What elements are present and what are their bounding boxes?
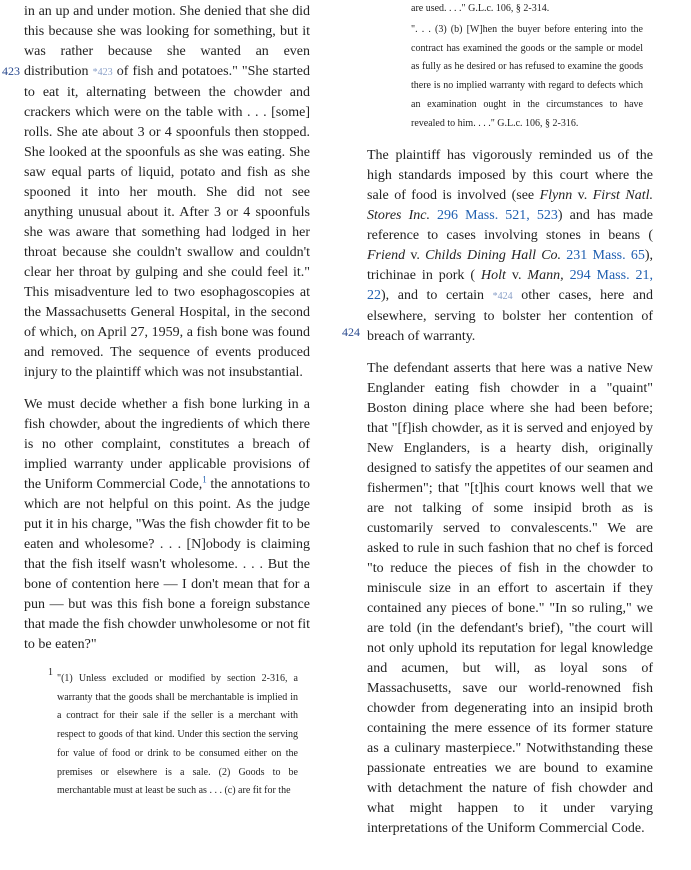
case-name: Mann, [527,267,564,283]
page-marker-423[interactable]: 423 [2,64,20,78]
case-versus: v. [505,267,528,283]
left-column [24,0,310,801]
footnote-continuation-2316: ". . . (3) (b) [W]hen the buyer before entering into the contract has examined the goods or the sample or model as fully as he desired or has refused to examine the goods there is no implied warranty with regard to defects which an examination ought in the circumstances to have revealed to him. . . ." G.L.c. 106, § 2-316. [411,23,643,129]
paragraph-text: in an up and under motion. She denied that she did this because she was looking for something, but it was rather because she wanted an even distribution [24,4,310,79]
paragraph-text: We must decide whether a fish bone lurking in a fish chowder, about the ingredients of which there is no other complaint, constitutes a breach of implied warranty under applicable provisions of the Uniform Commercial Code, [24,397,310,492]
case-name: Friend [367,247,406,263]
paragraph-text: of fish and potatoes." "She started to eat it, alternating between the chowder and crackers which were on the table with . . . [some] rolls. She ate about 3 or 4 spoonfuls then stopped. She looked at the spoonfuls as she was eating. She saw equal parts of liquid, potato and fish as she spooned it into her mouth. She did not see anything unusual about it. After 3 or 4 spoonfuls she was aware that something had lodged in her throat because she couldn't swallow and couldn't clear her throat by gulping and she could feel it." This misadventure led to two esophagoscopies at the Massachusetts General Hospital, in the second of which, on April 27, 1959, a fish bone was found and removed. The sequence of events produced injury to the plaintiff which was not insubstantial. [24,64,310,380]
footnote-text [48,667,298,801]
footnote-continuation: are used. . . ." G.L.c. 106, § 2-314. [411,3,550,14]
page-marker-424[interactable]: 424 [342,325,360,339]
footnote-ref-1[interactable]: 1 [202,474,207,485]
paragraph-text: ) and has made reference to cases involving stones in beans ( [367,207,654,243]
citation-link-231-mass-65[interactable]: 231 Mass. 65 [566,247,645,263]
case-name: Holt [481,267,506,283]
case-name: Flynn [539,187,573,203]
paragraph-text: other cases, here and elsewhere, serving to bolster her contention of breach of warranty. [367,287,653,344]
citation-link-296-mass-521[interactable]: 296 Mass. 521 [437,207,527,223]
citation-link-294-mass-21[interactable]: 294 Mass. 21, 22 [367,267,654,303]
opinion-paragraph-plaintiff [367,146,653,347]
opinion-paragraph-issue [24,395,310,655]
case-versus: v. [572,187,593,203]
case-name: Childs Dining Hall Co. [425,247,562,263]
star-page-423[interactable]: *423 [92,67,113,78]
citation-link-pin-523[interactable]: , 523 [526,207,558,223]
paragraph-text: the annotations to which are not helpful on this point. As the judge put it in his charge, "Was the fish chowder fit to be eaten and wholesome? . . . [N]obody is claiming that the fish itself wasn't wholesome. . . . But the bone of contention here — I don't mean that for a pun — but was this fish bone a foreign substance that made the fish chowder unwholesome or not fit to be eaten?" [24,477,310,652]
star-page-424[interactable]: *424 [492,290,513,302]
footnote-1 [48,667,298,801]
opinion-paragraph-defendant: The defendant asserts that here was a native New Englander eating fish chowder in a "quaint" Boston dining place where she had been before; that "[f]ish chowder, as it is served and enjoyed by New Englanders, is a hearty dish, originally designed to satisfy the appetites of our seamen and fishermen"; that "[t]his court knows well that we are not talking of some insipid broth as is customarily served to convalescents." We are asked to rule in such fashion that no chef is forced "to reduce the pieces of fish in the chowder to miniscule size in an effort to ascertain if they contained any pieces of bone." "In so ruling," we are told (in the defendant's brief), "the court will not only uphold its reputation for legal knowledge and acumen, but will, as loyal sons of Massachusetts, save our world-renowned fish chowder from degenerating into an insipid broth containing the mere essence of its former stature as a culinary masterpiece." Notwithstanding these passionate entreaties we are bound to examine with detachment the nature of fish chowder and what might happen to it under varying interpretations of the Uniform Commercial Code. [367,360,653,836]
case-name: First Natl. Stores Inc. [367,187,653,223]
case-versus: v. [405,247,426,263]
paragraph-text: ), and to certain [381,287,493,303]
footnote-number[interactable]: 1 [48,667,53,678]
right-column [367,0,653,839]
paragraph-text: ), trichinae in pork ( [367,247,653,283]
opinion-paragraph-facts [24,2,310,383]
paragraph-text: The plaintiff has vigorously reminded us of the high standards imposed by this court where the sale of food is involved (see [367,147,653,203]
footnote-body: "(1) Unless excluded or modified by section 2-316, a warranty that the goods shall be merchantable is implied in a contract for their sale if the seller is a merchant with respect to goods of that kind. Under this section the serving for value of food or drink to be consumed either on the premises or elsewhere is a sale. (2) Goods to be merchantable must at least be such as . . . (c) are fit for the [57,673,298,797]
